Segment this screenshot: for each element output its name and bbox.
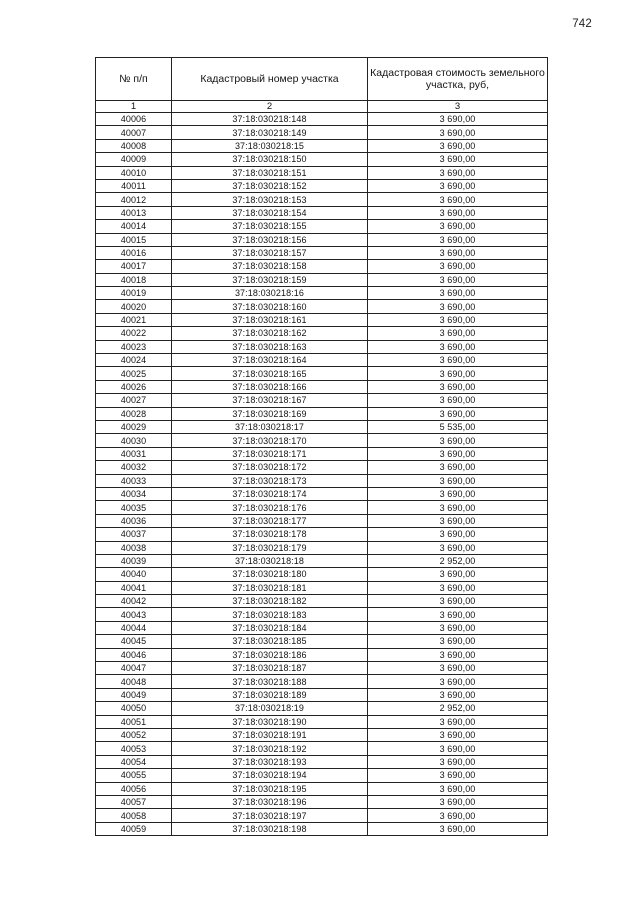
table-row bbox=[96, 608, 548, 621]
row-cadastral-value: 3 690,00 bbox=[368, 139, 548, 152]
row-cadastral-number: 37:18:030218:197 bbox=[172, 809, 368, 822]
table-row bbox=[96, 769, 548, 782]
row-number: 40057 bbox=[96, 795, 172, 808]
row-number: 40018 bbox=[96, 273, 172, 286]
row-cadastral-value: 3 690,00 bbox=[368, 795, 548, 808]
row-number: 40011 bbox=[96, 179, 172, 192]
row-cadastral-number: 37:18:030218:151 bbox=[172, 166, 368, 179]
row-cadastral-value: 3 690,00 bbox=[368, 635, 548, 648]
row-number: 40050 bbox=[96, 702, 172, 715]
row-number: 40041 bbox=[96, 581, 172, 594]
row-number: 40007 bbox=[96, 126, 172, 139]
row-number: 40058 bbox=[96, 809, 172, 822]
column-header-number: № п/п bbox=[96, 58, 172, 101]
row-number: 40023 bbox=[96, 340, 172, 353]
row-cadastral-number: 37:18:030218:173 bbox=[172, 474, 368, 487]
table-row bbox=[96, 648, 548, 661]
row-number: 40014 bbox=[96, 220, 172, 233]
header-row bbox=[96, 58, 548, 101]
row-cadastral-value: 3 690,00 bbox=[368, 608, 548, 621]
row-cadastral-value: 3 690,00 bbox=[368, 220, 548, 233]
row-number: 40029 bbox=[96, 420, 172, 433]
row-cadastral-value: 3 690,00 bbox=[368, 675, 548, 688]
row-number: 40053 bbox=[96, 742, 172, 755]
row-number: 40024 bbox=[96, 354, 172, 367]
row-number: 40051 bbox=[96, 715, 172, 728]
row-cadastral-number: 37:18:030218:152 bbox=[172, 179, 368, 192]
row-number: 40037 bbox=[96, 528, 172, 541]
table-row bbox=[96, 153, 548, 166]
row-number: 40028 bbox=[96, 407, 172, 420]
row-cadastral-value: 3 690,00 bbox=[368, 662, 548, 675]
row-cadastral-value: 3 690,00 bbox=[368, 260, 548, 273]
row-number: 40020 bbox=[96, 300, 172, 313]
table-row bbox=[96, 461, 548, 474]
row-number: 40017 bbox=[96, 260, 172, 273]
table-row bbox=[96, 487, 548, 500]
row-cadastral-number: 37:18:030218:160 bbox=[172, 300, 368, 313]
row-cadastral-number: 37:18:030218:158 bbox=[172, 260, 368, 273]
table-row bbox=[96, 327, 548, 340]
table-row bbox=[96, 541, 548, 554]
row-cadastral-value: 3 690,00 bbox=[368, 300, 548, 313]
row-number: 40026 bbox=[96, 380, 172, 393]
table-row bbox=[96, 755, 548, 768]
row-cadastral-value: 3 690,00 bbox=[368, 246, 548, 259]
row-cadastral-number: 37:18:030218:177 bbox=[172, 514, 368, 527]
table-row bbox=[96, 139, 548, 152]
row-number: 40042 bbox=[96, 595, 172, 608]
table-row bbox=[96, 273, 548, 286]
table-row bbox=[96, 233, 548, 246]
row-cadastral-value: 3 690,00 bbox=[368, 461, 548, 474]
row-cadastral-number: 37:18:030218:156 bbox=[172, 233, 368, 246]
row-cadastral-number: 37:18:030218:150 bbox=[172, 153, 368, 166]
row-cadastral-value: 3 690,00 bbox=[368, 514, 548, 527]
row-cadastral-number: 37:18:030218:196 bbox=[172, 795, 368, 808]
row-cadastral-number: 37:18:030218:193 bbox=[172, 755, 368, 768]
row-cadastral-number: 37:18:030218:16 bbox=[172, 287, 368, 300]
table-row bbox=[96, 501, 548, 514]
row-cadastral-value: 3 690,00 bbox=[368, 126, 548, 139]
table-row bbox=[96, 554, 548, 567]
row-cadastral-number: 37:18:030218:163 bbox=[172, 340, 368, 353]
table-row bbox=[96, 621, 548, 634]
table-row bbox=[96, 595, 548, 608]
row-cadastral-value: 2 952,00 bbox=[368, 554, 548, 567]
table-row bbox=[96, 287, 548, 300]
row-number: 40054 bbox=[96, 755, 172, 768]
row-cadastral-value: 3 690,00 bbox=[368, 595, 548, 608]
cadastral-value-table bbox=[95, 57, 548, 836]
column-index-3: 3 bbox=[368, 101, 548, 113]
row-number: 40038 bbox=[96, 541, 172, 554]
row-cadastral-value: 5 535,00 bbox=[368, 420, 548, 433]
row-cadastral-number: 37:18:030218:195 bbox=[172, 782, 368, 795]
row-cadastral-value: 3 690,00 bbox=[368, 179, 548, 192]
table-row bbox=[96, 354, 548, 367]
row-number: 40045 bbox=[96, 635, 172, 648]
row-cadastral-value: 3 690,00 bbox=[368, 380, 548, 393]
row-cadastral-number: 37:18:030218:153 bbox=[172, 193, 368, 206]
row-cadastral-number: 37:18:030218:149 bbox=[172, 126, 368, 139]
row-cadastral-value: 3 690,00 bbox=[368, 394, 548, 407]
column-index-row bbox=[96, 101, 548, 113]
table-row bbox=[96, 728, 548, 741]
row-cadastral-number: 37:18:030218:161 bbox=[172, 313, 368, 326]
row-cadastral-number: 37:18:030218:184 bbox=[172, 621, 368, 634]
column-index-2: 2 bbox=[172, 101, 368, 113]
table-row bbox=[96, 822, 548, 835]
table-row bbox=[96, 434, 548, 447]
table-row bbox=[96, 367, 548, 380]
row-cadastral-number: 37:18:030218:155 bbox=[172, 220, 368, 233]
row-cadastral-value: 3 690,00 bbox=[368, 193, 548, 206]
table-row bbox=[96, 166, 548, 179]
row-number: 40025 bbox=[96, 367, 172, 380]
table-row bbox=[96, 528, 548, 541]
row-cadastral-number: 37:18:030218:174 bbox=[172, 487, 368, 500]
row-cadastral-value: 3 690,00 bbox=[368, 688, 548, 701]
row-cadastral-number: 37:18:030218:190 bbox=[172, 715, 368, 728]
row-cadastral-number: 37:18:030218:170 bbox=[172, 434, 368, 447]
table-row bbox=[96, 126, 548, 139]
row-number: 40059 bbox=[96, 822, 172, 835]
column-header-cadastral-value: Кадастровая стоимость земельного участка, руб, bbox=[368, 58, 548, 101]
page-number: 742 bbox=[572, 18, 592, 30]
row-cadastral-number: 37:18:030218:188 bbox=[172, 675, 368, 688]
row-number: 40009 bbox=[96, 153, 172, 166]
table-row bbox=[96, 246, 548, 259]
table-row bbox=[96, 260, 548, 273]
row-number: 40006 bbox=[96, 113, 172, 126]
table-row bbox=[96, 407, 548, 420]
row-cadastral-value: 3 690,00 bbox=[368, 447, 548, 460]
column-header-cadastral-number: Кадастровый номер участка bbox=[172, 58, 368, 101]
cadastral-table-container bbox=[95, 57, 547, 836]
row-number: 40027 bbox=[96, 394, 172, 407]
row-cadastral-number: 37:18:030218:17 bbox=[172, 420, 368, 433]
table-row bbox=[96, 220, 548, 233]
table-row bbox=[96, 715, 548, 728]
row-cadastral-value: 3 690,00 bbox=[368, 206, 548, 219]
row-cadastral-number: 37:18:030218:198 bbox=[172, 822, 368, 835]
row-cadastral-number: 37:18:030218:189 bbox=[172, 688, 368, 701]
table-row bbox=[96, 300, 548, 313]
row-cadastral-value: 3 690,00 bbox=[368, 327, 548, 340]
table-row bbox=[96, 581, 548, 594]
row-cadastral-value: 3 690,00 bbox=[368, 487, 548, 500]
table-row bbox=[96, 474, 548, 487]
row-number: 40036 bbox=[96, 514, 172, 527]
row-cadastral-number: 37:18:030218:157 bbox=[172, 246, 368, 259]
row-cadastral-value: 3 690,00 bbox=[368, 474, 548, 487]
row-cadastral-value: 3 690,00 bbox=[368, 581, 548, 594]
row-number: 40035 bbox=[96, 501, 172, 514]
row-cadastral-number: 37:18:030218:159 bbox=[172, 273, 368, 286]
row-cadastral-number: 37:18:030218:171 bbox=[172, 447, 368, 460]
row-cadastral-value: 3 690,00 bbox=[368, 822, 548, 835]
row-cadastral-value: 3 690,00 bbox=[368, 313, 548, 326]
row-cadastral-value: 3 690,00 bbox=[368, 769, 548, 782]
row-number: 40019 bbox=[96, 287, 172, 300]
row-cadastral-value: 3 690,00 bbox=[368, 528, 548, 541]
row-cadastral-number: 37:18:030218:185 bbox=[172, 635, 368, 648]
row-cadastral-number: 37:18:030218:148 bbox=[172, 113, 368, 126]
row-number: 40012 bbox=[96, 193, 172, 206]
row-cadastral-value: 3 690,00 bbox=[368, 742, 548, 755]
row-cadastral-number: 37:18:030218:191 bbox=[172, 728, 368, 741]
row-cadastral-value: 3 690,00 bbox=[368, 287, 548, 300]
row-cadastral-number: 37:18:030218:194 bbox=[172, 769, 368, 782]
row-cadastral-value: 3 690,00 bbox=[368, 153, 548, 166]
row-cadastral-value: 3 690,00 bbox=[368, 541, 548, 554]
table-row bbox=[96, 809, 548, 822]
row-number: 40010 bbox=[96, 166, 172, 179]
row-cadastral-value: 3 690,00 bbox=[368, 113, 548, 126]
row-number: 40016 bbox=[96, 246, 172, 259]
table-row bbox=[96, 313, 548, 326]
row-cadastral-value: 3 690,00 bbox=[368, 367, 548, 380]
row-cadastral-number: 37:18:030218:154 bbox=[172, 206, 368, 219]
row-cadastral-number: 37:18:030218:186 bbox=[172, 648, 368, 661]
row-cadastral-number: 37:18:030218:183 bbox=[172, 608, 368, 621]
row-cadastral-value: 3 690,00 bbox=[368, 340, 548, 353]
row-cadastral-value: 3 690,00 bbox=[368, 648, 548, 661]
row-number: 40015 bbox=[96, 233, 172, 246]
table-row bbox=[96, 662, 548, 675]
row-cadastral-number: 37:18:030218:181 bbox=[172, 581, 368, 594]
row-number: 40031 bbox=[96, 447, 172, 460]
row-cadastral-number: 37:18:030218:179 bbox=[172, 541, 368, 554]
table-row bbox=[96, 568, 548, 581]
table-row bbox=[96, 782, 548, 795]
row-cadastral-value: 3 690,00 bbox=[368, 568, 548, 581]
row-number: 40013 bbox=[96, 206, 172, 219]
row-number: 40052 bbox=[96, 728, 172, 741]
table-row bbox=[96, 447, 548, 460]
row-number: 40039 bbox=[96, 554, 172, 567]
row-cadastral-number: 37:18:030218:19 bbox=[172, 702, 368, 715]
row-cadastral-number: 37:18:030218:182 bbox=[172, 595, 368, 608]
table-row bbox=[96, 206, 548, 219]
row-number: 40030 bbox=[96, 434, 172, 447]
table-row bbox=[96, 113, 548, 126]
row-cadastral-value: 3 690,00 bbox=[368, 715, 548, 728]
row-number: 40056 bbox=[96, 782, 172, 795]
row-cadastral-number: 37:18:030218:172 bbox=[172, 461, 368, 474]
row-cadastral-value: 3 690,00 bbox=[368, 621, 548, 634]
row-cadastral-number: 37:18:030218:162 bbox=[172, 327, 368, 340]
row-number: 40034 bbox=[96, 487, 172, 500]
row-number: 40033 bbox=[96, 474, 172, 487]
row-cadastral-value: 3 690,00 bbox=[368, 407, 548, 420]
row-cadastral-value: 3 690,00 bbox=[368, 782, 548, 795]
table-row bbox=[96, 394, 548, 407]
table-row bbox=[96, 514, 548, 527]
table-body bbox=[96, 113, 548, 836]
row-number: 40021 bbox=[96, 313, 172, 326]
table-row bbox=[96, 179, 548, 192]
row-cadastral-value: 2 952,00 bbox=[368, 702, 548, 715]
row-cadastral-number: 37:18:030218:180 bbox=[172, 568, 368, 581]
column-index-1: 1 bbox=[96, 101, 172, 113]
table-row bbox=[96, 635, 548, 648]
row-cadastral-number: 37:18:030218:178 bbox=[172, 528, 368, 541]
row-cadastral-value: 3 690,00 bbox=[368, 354, 548, 367]
row-cadastral-number: 37:18:030218:169 bbox=[172, 407, 368, 420]
row-cadastral-number: 37:18:030218:166 bbox=[172, 380, 368, 393]
row-cadastral-number: 37:18:030218:192 bbox=[172, 742, 368, 755]
row-cadastral-value: 3 690,00 bbox=[368, 501, 548, 514]
table-row bbox=[96, 193, 548, 206]
row-number: 40048 bbox=[96, 675, 172, 688]
row-cadastral-number: 37:18:030218:167 bbox=[172, 394, 368, 407]
row-number: 40044 bbox=[96, 621, 172, 634]
table-row bbox=[96, 702, 548, 715]
row-cadastral-number: 37:18:030218:176 bbox=[172, 501, 368, 514]
row-cadastral-number: 37:18:030218:187 bbox=[172, 662, 368, 675]
row-number: 40022 bbox=[96, 327, 172, 340]
table-row bbox=[96, 675, 548, 688]
row-cadastral-value: 3 690,00 bbox=[368, 434, 548, 447]
table-row bbox=[96, 340, 548, 353]
row-cadastral-value: 3 690,00 bbox=[368, 809, 548, 822]
row-cadastral-value: 3 690,00 bbox=[368, 273, 548, 286]
row-cadastral-number: 37:18:030218:15 bbox=[172, 139, 368, 152]
row-number: 40043 bbox=[96, 608, 172, 621]
row-number: 40049 bbox=[96, 688, 172, 701]
row-cadastral-number: 37:18:030218:164 bbox=[172, 354, 368, 367]
row-cadastral-value: 3 690,00 bbox=[368, 755, 548, 768]
table-row bbox=[96, 795, 548, 808]
row-number: 40046 bbox=[96, 648, 172, 661]
row-number: 40055 bbox=[96, 769, 172, 782]
table-row bbox=[96, 380, 548, 393]
row-cadastral-value: 3 690,00 bbox=[368, 166, 548, 179]
table-row bbox=[96, 420, 548, 433]
table-row bbox=[96, 688, 548, 701]
row-number: 40032 bbox=[96, 461, 172, 474]
row-cadastral-number: 37:18:030218:18 bbox=[172, 554, 368, 567]
row-cadastral-value: 3 690,00 bbox=[368, 233, 548, 246]
row-cadastral-value: 3 690,00 bbox=[368, 728, 548, 741]
row-number: 40008 bbox=[96, 139, 172, 152]
row-number: 40040 bbox=[96, 568, 172, 581]
row-number: 40047 bbox=[96, 662, 172, 675]
table-row bbox=[96, 742, 548, 755]
table-header bbox=[96, 58, 548, 113]
row-cadastral-number: 37:18:030218:165 bbox=[172, 367, 368, 380]
